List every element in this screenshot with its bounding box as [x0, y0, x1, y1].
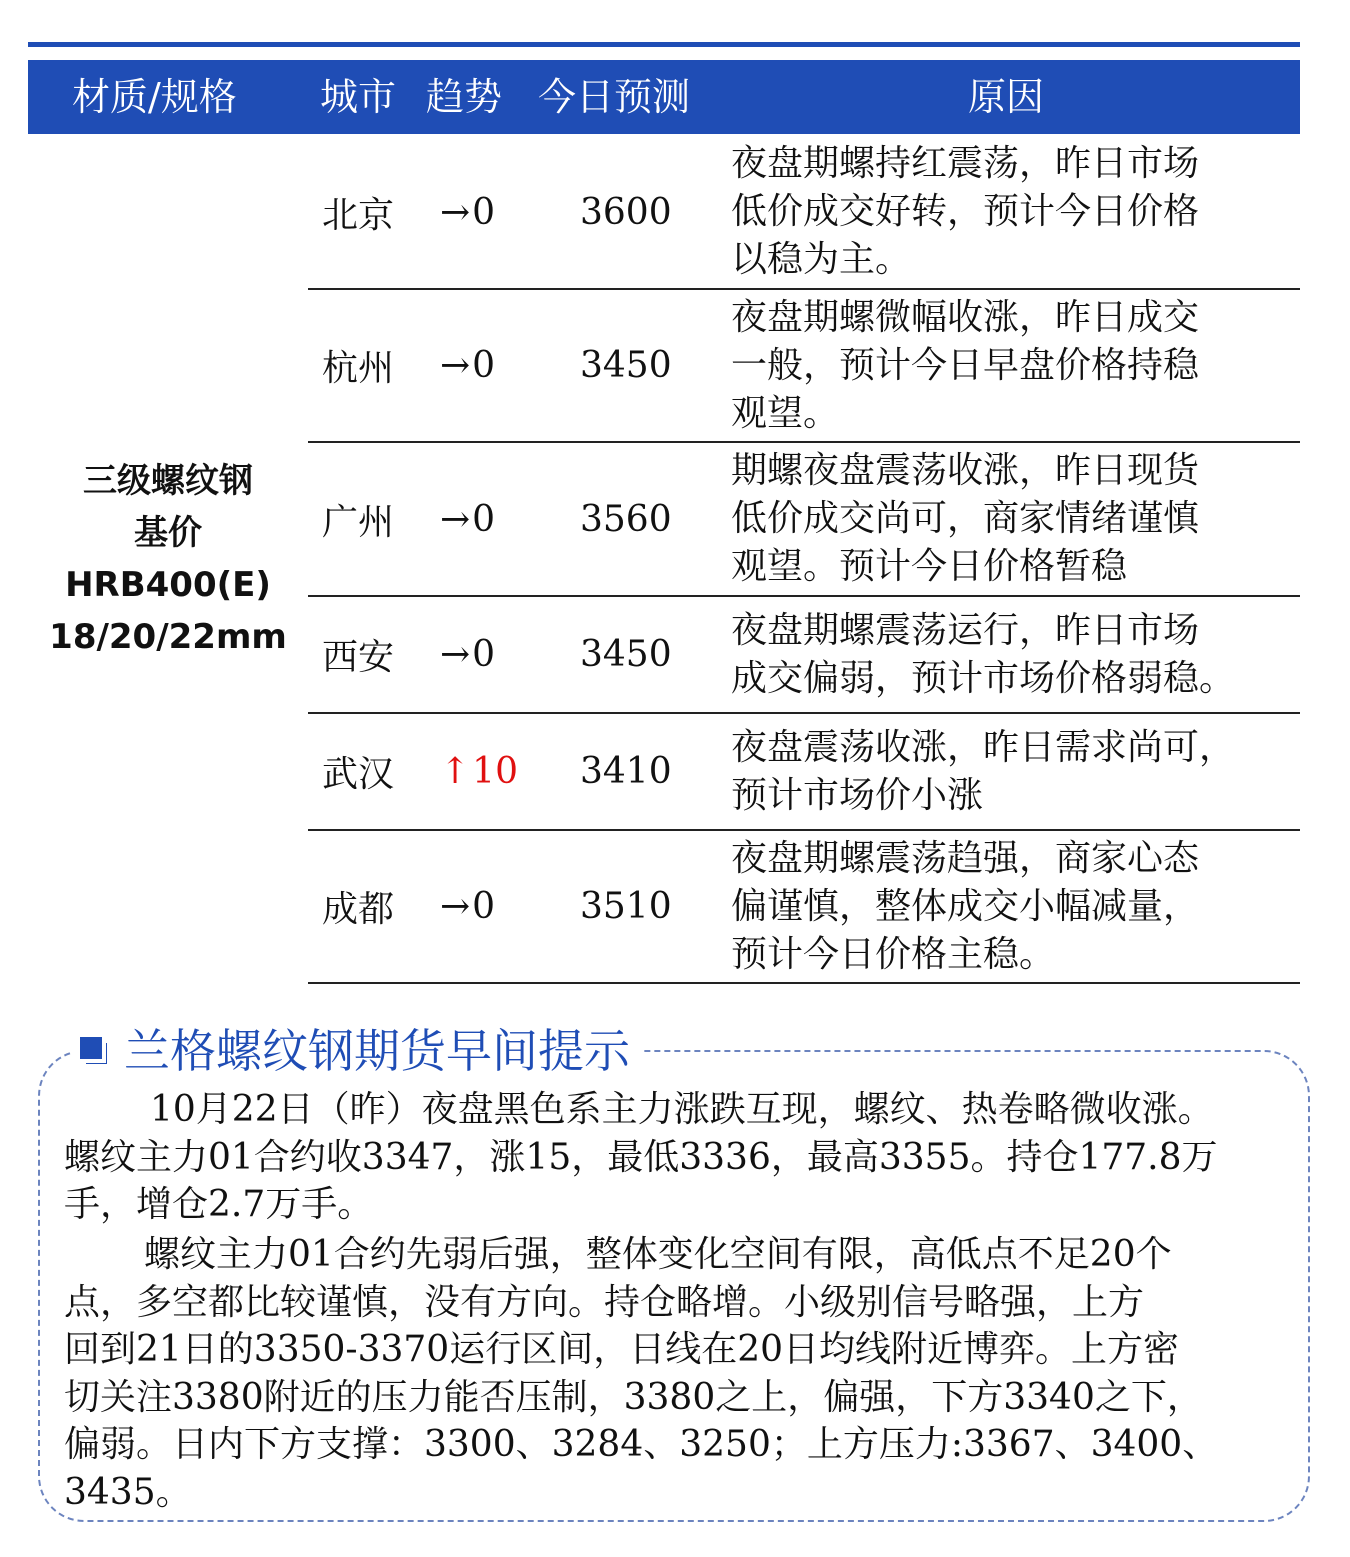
trend-change: 0: [472, 345, 496, 386]
material-grade: HRB400(E): [65, 565, 271, 605]
table-row: [308, 290, 1300, 443]
note-paragraph-2: [64, 1231, 1304, 1516]
top-rule: [28, 42, 1300, 47]
arrow-right-icon: →: [440, 634, 471, 675]
material-spec: [28, 455, 308, 663]
table-header: [28, 60, 1300, 134]
reason-cell: [731, 443, 1300, 595]
material-size: 18/20/22mm: [49, 617, 287, 657]
note-line: 螺纹主力01合约收3347，涨15，最低3336，最高3355。持仓177.8万: [64, 1136, 1218, 1178]
material-base: 基价: [134, 513, 202, 553]
arrow-right-icon: →: [440, 886, 471, 927]
reason-line: 观望。预计今日价格暂稳: [731, 546, 1128, 587]
reason-line: 偏谨慎，整体成交小幅减量，: [731, 885, 1200, 927]
note-paragraph-1: [64, 1086, 1304, 1229]
trend-change: 0: [472, 886, 496, 927]
note-line: 3435。: [64, 1471, 192, 1513]
trend-cell: [440, 714, 518, 829]
reason-line: 夜盘震荡收涨，昨日需求尚可，: [731, 726, 1236, 768]
forecast-cell: 3410: [580, 751, 672, 792]
reason-line: 夜盘期螺震荡趋强，商家心态: [731, 837, 1200, 879]
note-line: 螺纹主力01合约先弱后强，整体变化空间有限，高低点不足20个: [144, 1234, 1172, 1275]
note-line: 10月22日（昨）夜盘黑色系主力涨跌互现，螺纹、热卷略微收涨。: [150, 1089, 1214, 1130]
header-reason: 原因: [968, 75, 1045, 119]
reason-line: 低价成交好转，预计今日价格: [731, 191, 1200, 232]
trend-cell: [440, 443, 495, 595]
forecast-cell: 3450: [580, 634, 672, 675]
note-line: 手，增仓2.7万手。: [64, 1184, 374, 1225]
header-city: 城市: [320, 75, 397, 119]
square-bullet-icon: [80, 1037, 102, 1059]
arrow-right-icon: →: [440, 345, 471, 386]
reason-line: 以稳为主。: [731, 239, 912, 280]
table-row: [308, 831, 1300, 984]
forecast-cell: 3600: [580, 191, 672, 233]
city-cell: 武汉: [322, 754, 395, 795]
forecast-cell: 3450: [580, 345, 672, 386]
reason-cell: [731, 136, 1300, 288]
city-cell: 西安: [322, 637, 395, 678]
table-row: [308, 714, 1300, 831]
reason-line: 预计市场价小涨: [731, 774, 984, 816]
header-forecast: 今日预测: [538, 75, 691, 119]
trend-cell: [440, 597, 495, 712]
reason-line: 观望。: [731, 392, 840, 434]
header-material: 材质/规格: [72, 75, 237, 119]
reason-line: 成交偏弱，预计市场价格弱稳。: [731, 657, 1236, 699]
city-cell: 北京: [322, 194, 395, 236]
trend-cell: [440, 290, 495, 441]
reason-line: 低价成交尚可，商家情绪谨慎: [731, 498, 1200, 539]
table-row: [308, 597, 1300, 714]
table-row: [308, 136, 1300, 290]
note-line: 偏弱。日内下方支撑：3300、3284、3250；上方压力:3367、3400、: [64, 1424, 1219, 1465]
city-cell: 杭州: [322, 348, 395, 389]
material-name: 三级螺纹钢: [83, 461, 253, 501]
reason-line: 期螺夜盘震荡收涨，昨日现货: [731, 450, 1200, 491]
note-line: 点，多空都比较谨慎，没有方向。持仓略增。小级别信号略强，上方: [64, 1281, 1145, 1323]
forecast-cell: 3510: [580, 886, 672, 927]
trend-change: 0: [472, 634, 496, 675]
reason-line: 夜盘期螺微幅收涨，昨日成交: [731, 296, 1200, 338]
reason-cell: [731, 714, 1300, 829]
city-cell: 成都: [322, 889, 395, 930]
header-trend: 趋势: [426, 75, 503, 119]
city-cell: 广州: [322, 501, 395, 543]
arrow-up-icon: ↑: [440, 751, 471, 792]
reason-cell: [731, 597, 1300, 712]
reason-line: 预计今日价格主稳。: [731, 933, 1056, 975]
reason-line: 夜盘期螺持红震荡，昨日市场: [731, 143, 1200, 184]
arrow-right-icon: →: [440, 191, 471, 233]
note-title-bar: [72, 1018, 642, 1078]
note-line: 切关注3380附近的压力能否压制，3380之上，偏强，下方3340之下，: [64, 1376, 1203, 1418]
arrow-right-icon: →: [440, 498, 471, 540]
note-line: 回到21日的3350-3370运行区间，日线在20日均线附近博弈。上方密: [64, 1329, 1180, 1370]
reason-cell: [731, 831, 1300, 982]
trend-cell: [440, 136, 495, 288]
reason-line: 一般，预计今日早盘价格持稳: [731, 344, 1200, 386]
note-title: 兰格螺纹钢期货早间提示: [124, 1024, 630, 1078]
trend-cell: [440, 831, 495, 982]
reason-line: 夜盘期螺震荡运行，昨日市场: [731, 609, 1200, 651]
trend-change: 10: [472, 751, 518, 792]
table-row: [308, 443, 1300, 597]
trend-change: 0: [472, 191, 496, 233]
trend-change: 0: [472, 498, 496, 540]
reason-cell: [731, 290, 1300, 441]
forecast-cell: 3560: [580, 498, 672, 540]
